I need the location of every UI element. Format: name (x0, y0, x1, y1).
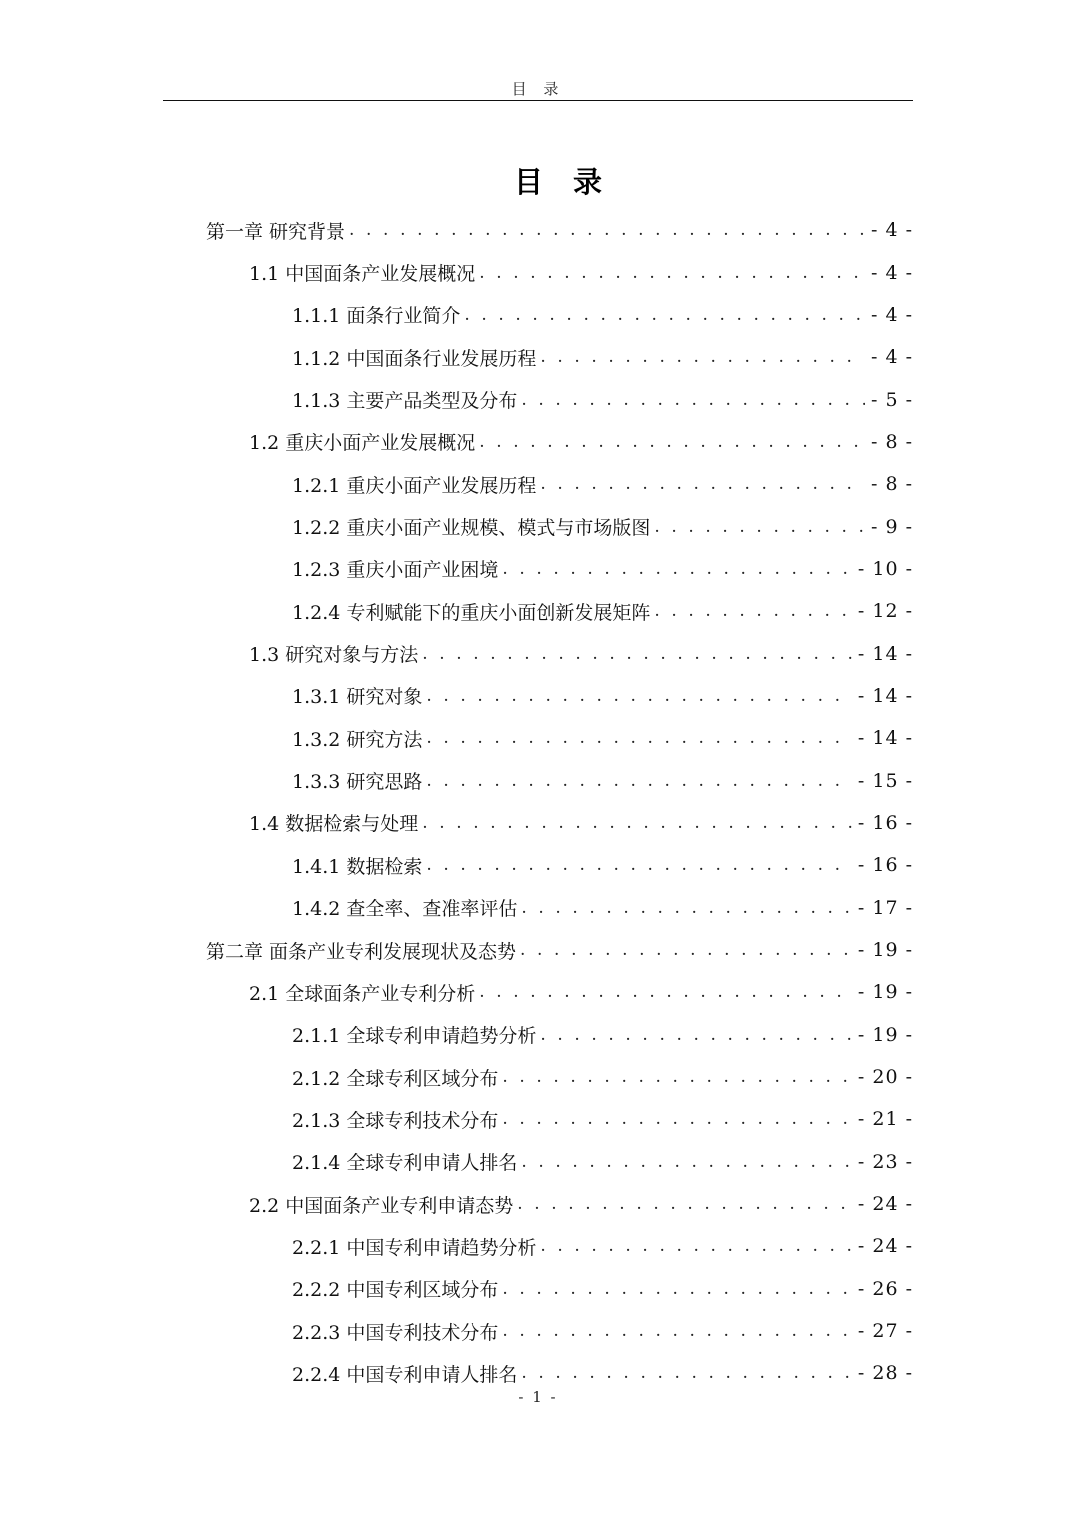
toc-dot-leader (426, 855, 852, 875)
toc-entry[interactable] (0, 1141, 1074, 1183)
toc-entry-line (292, 1106, 913, 1133)
toc-entry[interactable] (0, 251, 1074, 293)
toc-entry-page: - 24 - (857, 1235, 913, 1258)
toc-dot-leader (540, 1236, 852, 1256)
toc-title: 目 录 (513, 165, 613, 199)
toc-entry-label: 2.2.3 中国专利技术分布 (292, 1321, 499, 1344)
toc-entry[interactable] (0, 548, 1074, 590)
toc-entry[interactable] (0, 378, 1074, 420)
toc-entry[interactable] (0, 844, 1074, 886)
toc-entry-page: - 5 - (870, 388, 913, 411)
toc-entry[interactable] (0, 590, 1074, 632)
toc-entry-line (292, 725, 913, 752)
toc-entry-label: 1.1.1 面条行业简介 (292, 305, 461, 328)
toc-dot-leader (426, 771, 852, 791)
toc-list (0, 209, 1074, 1395)
toc-entry[interactable] (0, 1014, 1074, 1056)
toc-entry-page: - 9 - (870, 515, 913, 538)
toc-entry-label: 2.2.1 中国专利申请趋势分析 (292, 1236, 537, 1259)
toc-entry[interactable] (0, 1183, 1074, 1225)
toc-entry[interactable] (0, 1098, 1074, 1140)
toc-entry-line (292, 598, 913, 625)
toc-dot-leader (502, 1321, 852, 1341)
toc-entry-page: - 19 - (857, 939, 913, 962)
toc-entry-page: - 12 - (857, 600, 913, 623)
toc-entry-line (292, 682, 913, 709)
toc-entry-page: - 26 - (857, 1277, 913, 1300)
toc-entry-page: - 23 - (857, 1150, 913, 1173)
toc-entry-page: - 27 - (857, 1320, 913, 1343)
toc-dot-leader (502, 1109, 852, 1129)
toc-entry-label: 2.1 全球面条产业专利分析 (249, 982, 476, 1005)
toc-entry[interactable] (0, 463, 1074, 505)
toc-dot-leader (540, 474, 865, 494)
toc-dot-leader (502, 559, 852, 579)
header-rule (163, 100, 913, 101)
toc-entry-page: - 28 - (857, 1362, 913, 1385)
toc-entry-line (292, 301, 913, 328)
toc-dot-leader (426, 686, 852, 706)
toc-entry-page: - 19 - (857, 981, 913, 1004)
toc-dot-leader (654, 601, 852, 621)
toc-entry-label: 1.4 数据检索与处理 (249, 813, 419, 836)
toc-entry-page: - 8 - (870, 473, 913, 496)
toc-entry-label: 1.3.1 研究对象 (292, 686, 423, 709)
toc-entry-line (249, 259, 913, 286)
toc-entry-line (249, 428, 913, 455)
toc-dot-leader (464, 305, 865, 325)
toc-dot-leader (517, 1194, 852, 1214)
toc-entry[interactable] (0, 421, 1074, 463)
toc-entry-line (292, 513, 913, 540)
toc-entry[interactable] (0, 294, 1074, 336)
toc-entry-label: 1.4.1 数据检索 (292, 855, 423, 878)
toc-entry[interactable] (0, 336, 1074, 378)
toc-entry-label: 2.2 中国面条产业专利申请态势 (249, 1194, 514, 1217)
toc-entry-page: - 10 - (857, 557, 913, 580)
toc-entry[interactable] (0, 717, 1074, 759)
toc-entry-label: 1.1.2 中国面条行业发展历程 (292, 347, 537, 370)
toc-dot-leader (479, 432, 865, 452)
toc-entry-page: - 21 - (857, 1108, 913, 1131)
toc-entry-label: 1.2.2 重庆小面产业规模、模式与市场版图 (292, 517, 651, 540)
toc-entry-page: - 8 - (870, 430, 913, 453)
toc-entry-line (292, 1360, 913, 1387)
toc-entry-page: - 20 - (857, 1066, 913, 1089)
toc-dot-leader (654, 517, 865, 537)
toc-entry-page: - 4 - (870, 346, 913, 369)
toc-entry-label: 1.2.3 重庆小面产业困境 (292, 559, 499, 582)
toc-entry[interactable] (0, 632, 1074, 674)
toc-entry-line (292, 1275, 913, 1302)
toc-entry[interactable] (0, 802, 1074, 844)
toc-entry[interactable] (0, 505, 1074, 547)
toc-dot-leader (349, 220, 865, 240)
toc-entry-page: - 14 - (857, 727, 913, 750)
toc-entry-line (292, 1233, 913, 1260)
toc-entry-label: 第一章 研究背景 (206, 220, 346, 243)
toc-entry-label: 2.1.3 全球专利技术分布 (292, 1109, 499, 1132)
toc-entry-line (292, 1148, 913, 1175)
toc-entry-line (292, 894, 913, 921)
toc-entry-page: - 16 - (857, 811, 913, 834)
toc-entry-line (292, 852, 913, 879)
toc-entry[interactable] (0, 1268, 1074, 1310)
toc-entry-label: 1.3.2 研究方法 (292, 728, 423, 751)
toc-entry[interactable] (0, 759, 1074, 801)
toc-entry-page: - 24 - (857, 1193, 913, 1216)
toc-entry[interactable] (0, 971, 1074, 1013)
toc-entry-label: 1.2 重庆小面产业发展概况 (249, 432, 476, 455)
toc-dot-leader (540, 1025, 852, 1045)
toc-entry-page: - 14 - (857, 642, 913, 665)
toc-entry-line (292, 1318, 913, 1345)
toc-entry-page: - 19 - (857, 1023, 913, 1046)
toc-dot-leader (521, 390, 865, 410)
toc-entry-line (249, 809, 913, 836)
toc-entry-page: - 4 - (870, 261, 913, 284)
toc-entry-line (292, 386, 913, 413)
toc-entry-line (292, 1064, 913, 1091)
toc-entry-page: - 15 - (857, 769, 913, 792)
toc-entry-label: 2.1.4 全球专利申请人排名 (292, 1152, 518, 1175)
toc-entry-line (292, 344, 913, 371)
toc-entry-line (249, 640, 913, 667)
toc-entry-label: 2.1.1 全球专利申请趋势分析 (292, 1025, 537, 1048)
toc-entry[interactable] (0, 1225, 1074, 1267)
toc-entry-page: - 4 - (870, 219, 913, 242)
toc-dot-leader (479, 982, 852, 1002)
toc-entry[interactable] (0, 209, 1074, 251)
toc-entry[interactable] (0, 887, 1074, 929)
toc-entry-line (292, 471, 913, 498)
page-number: - 1 - (518, 1388, 558, 1406)
toc-entry-line (249, 979, 913, 1006)
toc-entry-label: 2.1.2 全球专利区域分布 (292, 1067, 499, 1090)
toc-entry-label: 1.3 研究对象与方法 (249, 644, 419, 667)
toc-entry-label: 1.1.3 主要产品类型及分布 (292, 390, 518, 413)
toc-entry-line (292, 555, 913, 582)
toc-entry[interactable] (0, 929, 1074, 971)
toc-entry[interactable] (0, 675, 1074, 717)
toc-dot-leader (426, 728, 852, 748)
toc-entry-line (292, 1021, 913, 1048)
toc-dot-leader (520, 940, 852, 960)
toc-dot-leader (521, 1363, 852, 1383)
toc-dot-leader (502, 1279, 852, 1299)
toc-dot-leader (479, 263, 865, 283)
toc-dot-leader (540, 347, 865, 367)
toc-entry-line (206, 217, 913, 244)
toc-entry-label: 1.4.2 查全率、查准率评估 (292, 898, 518, 921)
toc-entry-label: 2.2.2 中国专利区域分布 (292, 1279, 499, 1302)
toc-entry-page: - 14 - (857, 684, 913, 707)
toc-dot-leader (521, 898, 852, 918)
toc-entry-label: 1.2.4 专利赋能下的重庆小面创新发展矩阵 (292, 601, 651, 624)
toc-entry-label: 1.2.1 重庆小面产业发展历程 (292, 474, 537, 497)
toc-entry-page: - 17 - (857, 896, 913, 919)
toc-dot-leader (422, 813, 852, 833)
toc-entry-label: 1.1 中国面条产业发展概况 (249, 263, 476, 286)
toc-entry-line (249, 1191, 913, 1218)
toc-entry-label: 第二章 面条产业专利发展现状及态势 (206, 940, 517, 963)
toc-dot-leader (502, 1067, 852, 1087)
toc-entry[interactable] (0, 1056, 1074, 1098)
toc-entry-line (292, 767, 913, 794)
toc-entry-label: 1.3.3 研究思路 (292, 771, 423, 794)
toc-entry-page: - 4 - (870, 303, 913, 326)
toc-dot-leader (521, 1152, 852, 1172)
toc-entry-page: - 16 - (857, 854, 913, 877)
toc-entry-label: 2.2.4 中国专利申请人排名 (292, 1363, 518, 1386)
running-header: 目 录 (511, 80, 565, 98)
toc-entry-line (206, 937, 913, 964)
toc-entry[interactable] (0, 1310, 1074, 1352)
toc-dot-leader (422, 644, 852, 664)
